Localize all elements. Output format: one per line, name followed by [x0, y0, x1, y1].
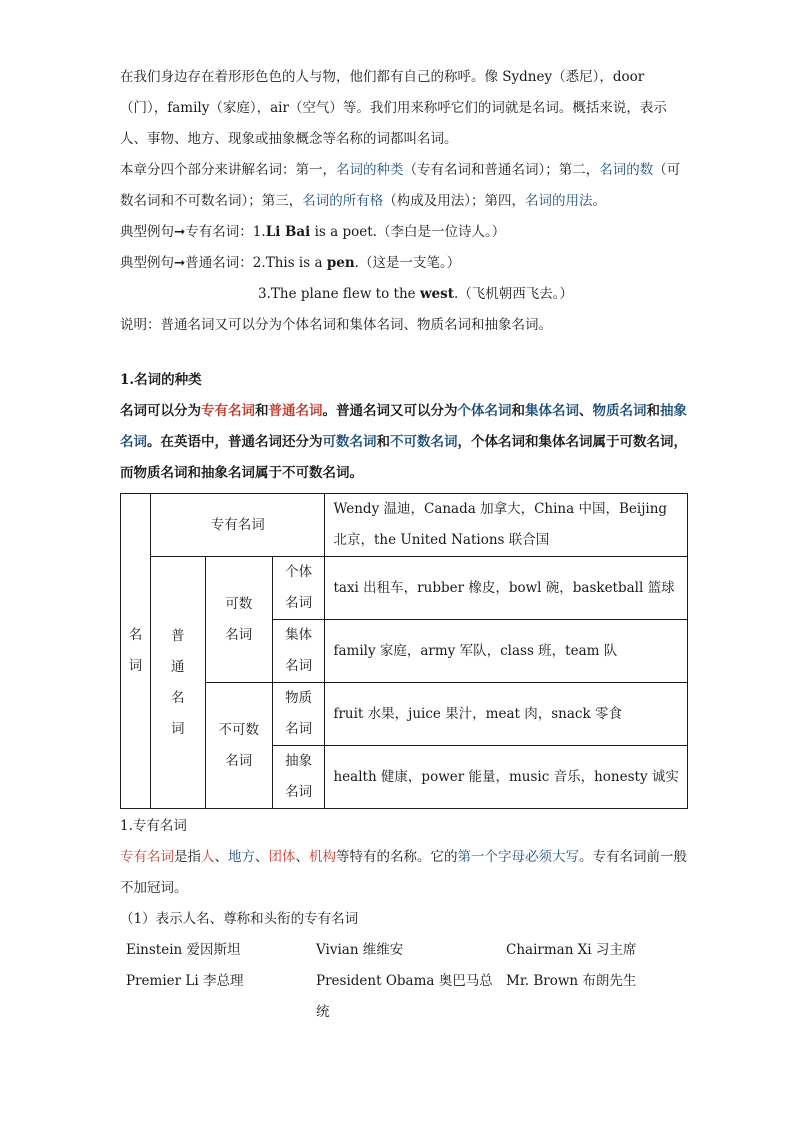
- example-keyword: Li Bai: [265, 224, 311, 240]
- term-common: 普通名词: [268, 403, 323, 419]
- outline-text: （可数名词和不可数名词）；第三，: [120, 162, 681, 209]
- summary-text: 。在英语中，普通名词还分为: [147, 434, 323, 450]
- proper-noun-heading: 1.专有名词: [120, 818, 187, 834]
- summary-text: 和: [376, 434, 390, 450]
- def-text: 。专有名词前一般不加冠词。: [120, 849, 687, 896]
- collective-cell: [272, 620, 325, 683]
- chapter-outline: [120, 155, 688, 217]
- common-label: 普通名词: [171, 627, 185, 737]
- def-text: 、: [214, 849, 228, 865]
- term-collective: 集体名词: [525, 403, 579, 419]
- material-examples: fruit 水果，juice 果汁，meat 肉，snack 零食: [325, 683, 688, 746]
- summary-text: 和: [646, 403, 660, 419]
- outline-part3: 名词的所有格: [302, 193, 384, 209]
- root-label: 名词: [128, 627, 143, 674]
- proper-noun-definition: [120, 842, 688, 904]
- summary-text: 名词可以分为: [120, 403, 201, 419]
- example-keyword: west: [419, 286, 454, 302]
- abstract-cell: [272, 746, 325, 809]
- outline-part4: 名词的用法: [525, 193, 593, 209]
- uncountable-cell: [205, 683, 272, 809]
- abstract-examples: health 健康，power 能量，music 音乐，honesty 诚实: [325, 746, 688, 809]
- example-rest: .（飞机朝西飞去。）: [453, 286, 574, 302]
- proper-noun-cell: 专有名词: [150, 494, 325, 557]
- def-text: 、: [255, 849, 269, 865]
- def-text: 等特有的名称。它的: [336, 849, 458, 865]
- table-root-cell: [121, 494, 151, 809]
- abstract-label: 抽象名词: [285, 753, 313, 800]
- summary-text: 、: [579, 403, 593, 419]
- example-sentence-2: [120, 248, 688, 279]
- individual-examples: taxi 出租车，rubber 橡皮，bowl 碗，basketball 篮球: [325, 557, 688, 620]
- name-item: Chairman Xi 习主席: [506, 942, 637, 958]
- subsection-heading: （1）表示人名、尊称和头衔的专有名词: [120, 911, 359, 927]
- example-rest: .（这是一支笔。）: [354, 255, 461, 271]
- example-prefix: 典型例句➞专有名词：1.: [120, 224, 266, 240]
- document-page: [120, 62, 688, 1028]
- summary-text: 。普通名词又可以分为: [322, 403, 458, 419]
- example-prefix: 3.The plane flew to the: [258, 286, 420, 302]
- outline-text: （专有名词和普通名词）；第二，: [403, 162, 600, 178]
- collective-label: 集体名词: [285, 627, 313, 674]
- countable-label: 可数名词: [225, 595, 253, 643]
- common-noun-cell: [150, 557, 205, 809]
- outline-part1: 名词的种类: [336, 162, 404, 178]
- countable-cell: [205, 557, 272, 683]
- def-text: 是指: [174, 849, 201, 865]
- def-person: 人: [201, 849, 215, 865]
- example-keyword: pen: [326, 255, 355, 271]
- def-capital-rule: 第一个字母必须大写: [457, 849, 579, 865]
- names-grid: [120, 935, 688, 1028]
- intro-paragraph: 在我们身边存在着形形色色的人与物，他们都有自己的称呼。像 Sydney（悉尼），door（门），family（家庭），air（空气）等。我们用来称呼它们的词就是名词。概括来说，表示人、事物、地方、现象或抽象概念等名称的词都叫名词。: [120, 69, 667, 147]
- summary-text: 和: [255, 403, 269, 419]
- name-item: President Obama 奥巴马总统: [316, 973, 493, 1020]
- def-place: 地方: [228, 849, 255, 865]
- example-rest: is a poet.（李白是一位诗人。）: [310, 224, 506, 240]
- individual-cell: [272, 557, 325, 620]
- term-abstract: 抽象名词: [120, 403, 687, 450]
- outline-text: 。: [592, 193, 606, 209]
- material-label: 物质名词: [285, 690, 313, 737]
- material-cell: [272, 683, 325, 746]
- outline-text: （构成及用法）；第四，: [383, 193, 525, 209]
- noun-classification-table: [120, 493, 688, 809]
- example-prefix: 典型例句➞普通名词：2.This is a: [120, 255, 327, 271]
- def-text: 、: [295, 849, 309, 865]
- def-group: 团体: [268, 849, 296, 865]
- term-countable: 可数名词: [322, 434, 377, 450]
- outline-part2: 名词的数: [599, 162, 654, 178]
- name-item: Einstein 爱因斯坦: [126, 942, 241, 958]
- collective-examples: family 家庭，army 军队，class 班，team 队: [325, 620, 688, 683]
- term-individual: 个体名词: [457, 403, 512, 419]
- term-proper: 专有名词: [201, 403, 255, 419]
- note-paragraph: 说明：普通名词又可以分为个体名词和集体名词、物质名词和抽象名词。: [120, 317, 552, 333]
- name-item: Vivian 维维安: [316, 942, 404, 958]
- example-sentence-3: [120, 279, 688, 310]
- summary-text: ，个体名词和集体名词属于可数名词，而物质名词和抽象名词属于不可数名词。: [120, 434, 687, 481]
- summary-text: 和: [511, 403, 525, 419]
- term-material: 物质名词: [592, 403, 647, 419]
- name-item: Premier Li 李总理: [126, 973, 244, 989]
- name-item: Mr. Brown 布朗先生: [506, 973, 637, 989]
- individual-label: 个体名词: [285, 564, 313, 611]
- section-title: 1.名词的种类: [120, 372, 202, 388]
- proper-noun-examples: Wendy 温迪，Canada 加拿大，China 中国，Beijing 北京，the United Nations 联合国: [325, 494, 688, 557]
- outline-text: 本章分四个部分来讲解名词：第一，: [120, 162, 336, 178]
- term-uncountable: 不可数名词: [390, 434, 458, 450]
- def-organization: 机构: [309, 849, 336, 865]
- example-sentence-1: [120, 217, 688, 248]
- section-summary: [120, 396, 688, 489]
- uncountable-label: 不可数名词: [218, 721, 259, 769]
- def-term: 专有名词: [120, 849, 174, 865]
